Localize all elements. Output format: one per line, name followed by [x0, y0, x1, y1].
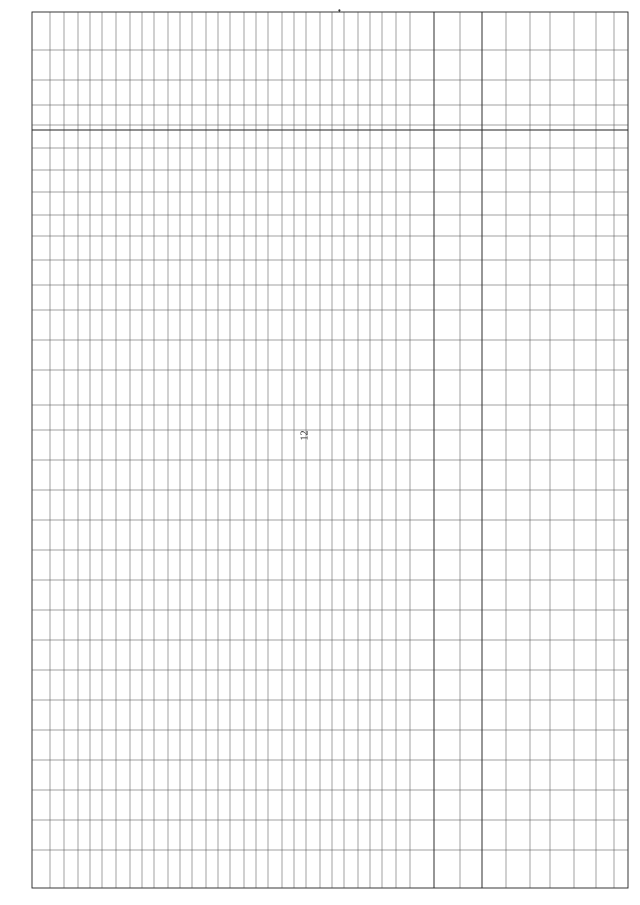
table-frame — [32, 12, 628, 888]
table-grid — [30, 10, 630, 890]
rotated-table — [30, 10, 630, 890]
page-number: 12 — [299, 430, 311, 441]
stray-mark: • — [338, 6, 341, 15]
